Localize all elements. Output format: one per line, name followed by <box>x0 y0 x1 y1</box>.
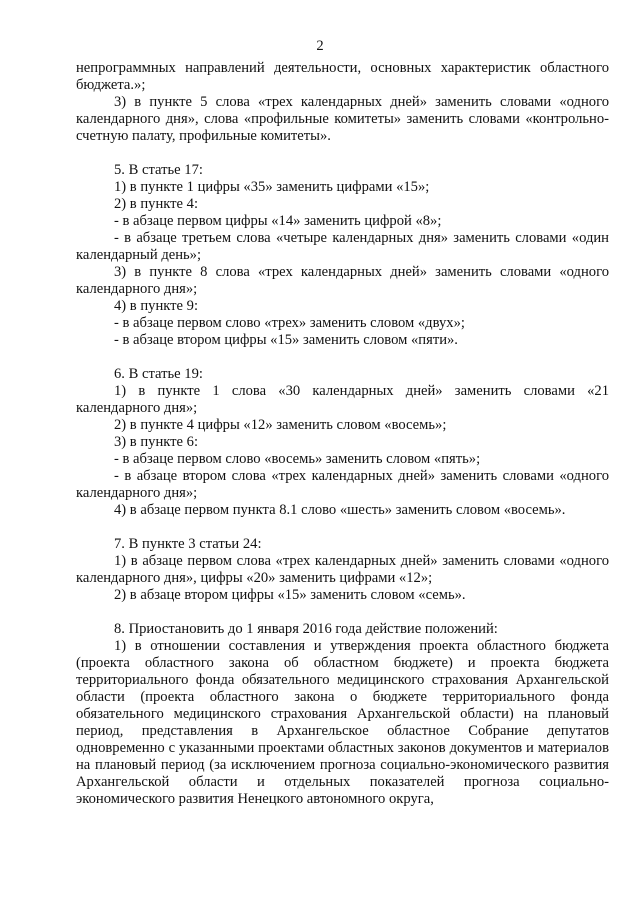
paragraph: - в абзаце третьем слова «четыре календарных дня» заменить словами «один календарный день»; <box>76 230 609 263</box>
paragraph: 6. В статье 19: <box>114 366 203 382</box>
page-number: 2 <box>316 38 324 54</box>
paragraph: 1) в отношении составления и утверждения проекта областного бюджета (проекта областного закона об областном бюджете) и проекта бюджета территориального фонда обязательного медицинского страхования Архангельской области (проекта областного закона о бюджете территориального фонда обязательного медицинского страхования Архангельской области) на плановый период, представления в Архангельское областное Собрание депутатов одновременно с указанными проектами областных законов документов и материалов на плановый период (за исключением прогноза социально-экономического развития Архангельской области и отдельных показателей прогноза социально-экономического развития Ненецкого автономного округа, <box>76 638 609 807</box>
paragraph-spacer <box>76 519 609 536</box>
paragraph: 3) в пункте 5 слова «трех календарных дней» заменить словами «одного календарного дня», слова «профильные комитеты» заменить словами «контрольно-счетную палату, профильные комитеты». <box>76 94 609 144</box>
paragraph: 2) в абзаце втором цифры «15» заменить словом «семь». <box>114 587 466 603</box>
paragraph-spacer <box>76 145 609 162</box>
paragraph: - в абзаце первом слово «трех» заменить словом «двух»; <box>114 315 465 331</box>
paragraph: 2) в пункте 4: <box>114 196 199 212</box>
paragraph: 4) в абзаце первом пункта 8.1 слово «шесть» заменить словом «восемь». <box>114 502 566 518</box>
paragraph-spacer <box>76 604 609 621</box>
document-body <box>76 60 609 808</box>
paragraph: - в абзаце первом слово «восемь» заменить словом «пять»; <box>114 451 481 467</box>
paragraph: 1) в абзаце первом слова «трех календарных дней» заменить словами «одного календарного дня», цифры «20» заменить цифрами «12»; <box>76 553 609 586</box>
paragraph: - в абзаце первом цифры «14» заменить цифрой «8»; <box>114 213 442 229</box>
paragraph: 3) в пункте 6: <box>114 434 199 450</box>
paragraph: 5. В статье 17: <box>114 162 203 178</box>
paragraph: - в абзаце втором цифры «15» заменить словом «пяти». <box>114 332 458 348</box>
paragraph: 2) в пункте 4 цифры «12» заменить словом «восемь»; <box>114 417 447 433</box>
paragraph: 1) в пункте 1 цифры «35» заменить цифрами «15»; <box>114 179 430 195</box>
paragraph: 1) в пункте 1 слова «30 календарных дней» заменить словами «21 календарного дня»; <box>76 383 609 416</box>
paragraph: 8. Приостановить до 1 января 2016 года действие положений: <box>114 621 498 637</box>
paragraph: 7. В пункте 3 статьи 24: <box>114 536 262 552</box>
paragraph: 3) в пункте 8 слова «трех календарных дней» заменить словами «одного календарного дня»; <box>76 264 609 297</box>
paragraph: - в абзаце втором слова «трех календарных дней» заменить словами «одного календарного дня»; <box>76 468 609 501</box>
paragraph: 4) в пункте 9: <box>114 298 199 314</box>
paragraph: непрограммных направлений деятельности, основных характеристик областного бюджета.»; <box>76 60 609 93</box>
paragraph-spacer <box>76 349 609 366</box>
